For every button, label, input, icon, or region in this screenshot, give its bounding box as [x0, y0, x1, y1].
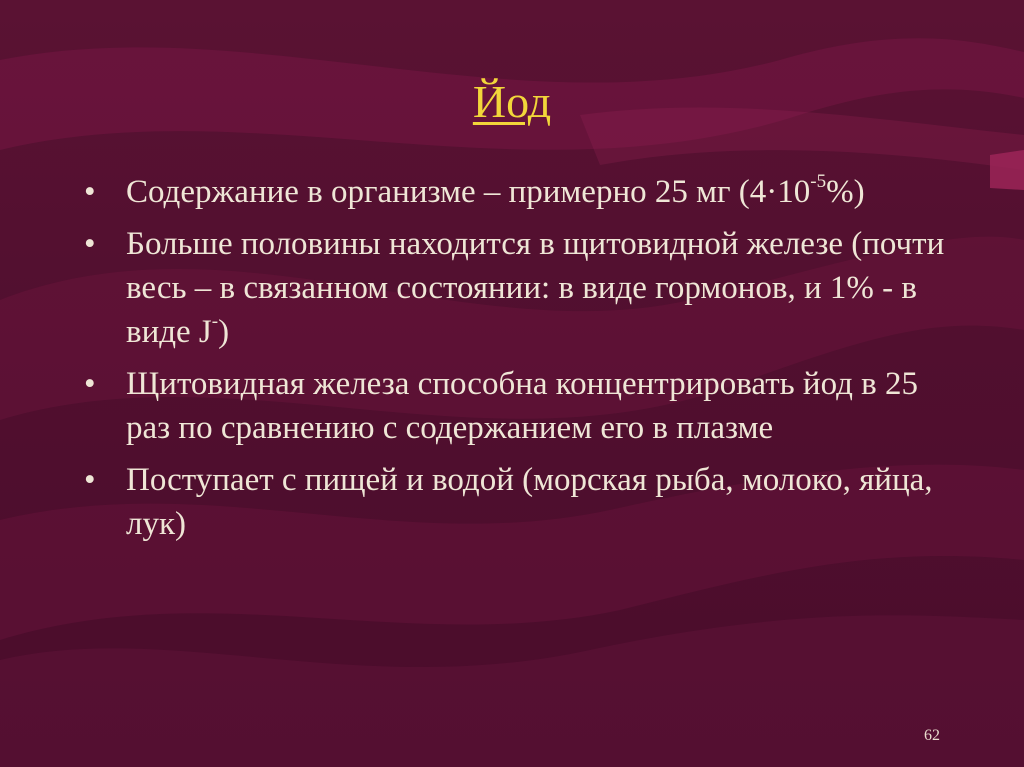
- bullet-dot-icon: •: [84, 174, 96, 210]
- bullet-dot-icon: •: [84, 462, 96, 498]
- bullet-text-3-main: Щитовидная железа способна концентрировать йод в 25 раз по сравнению с содержанием его в плазме: [126, 366, 918, 446]
- bullet-list: [84, 170, 964, 554]
- slide-title: Йод: [472, 76, 552, 127]
- bullet-item-1: [84, 170, 964, 214]
- bullet-item-4: [84, 458, 964, 546]
- bullet-text-1-superscript: -5: [810, 171, 827, 192]
- bullet-text-1-main: Содержание в организме – примерно 25 мг (4·10: [126, 174, 811, 210]
- bullet-text-2-tail: ): [218, 314, 230, 350]
- bullet-item-3: [84, 362, 964, 450]
- bullet-text-2-main: Больше половины находится в щитовидной железе (почти весь – в связанном состоянии: в виде гормонов, и 1% - в виде J: [126, 226, 945, 350]
- bullet-dot-icon: •: [84, 366, 96, 402]
- page-number: 62: [924, 727, 940, 744]
- bullet-text-4-main: Поступает с пищей и водой (морская рыба, молоко, яйца, лук): [126, 462, 933, 542]
- bullet-dot-icon: •: [84, 226, 96, 262]
- bullet-text-1-tail: %): [826, 174, 865, 210]
- bullet-item-2: [84, 222, 964, 354]
- bullet-text-2-superscript: -: [211, 311, 219, 332]
